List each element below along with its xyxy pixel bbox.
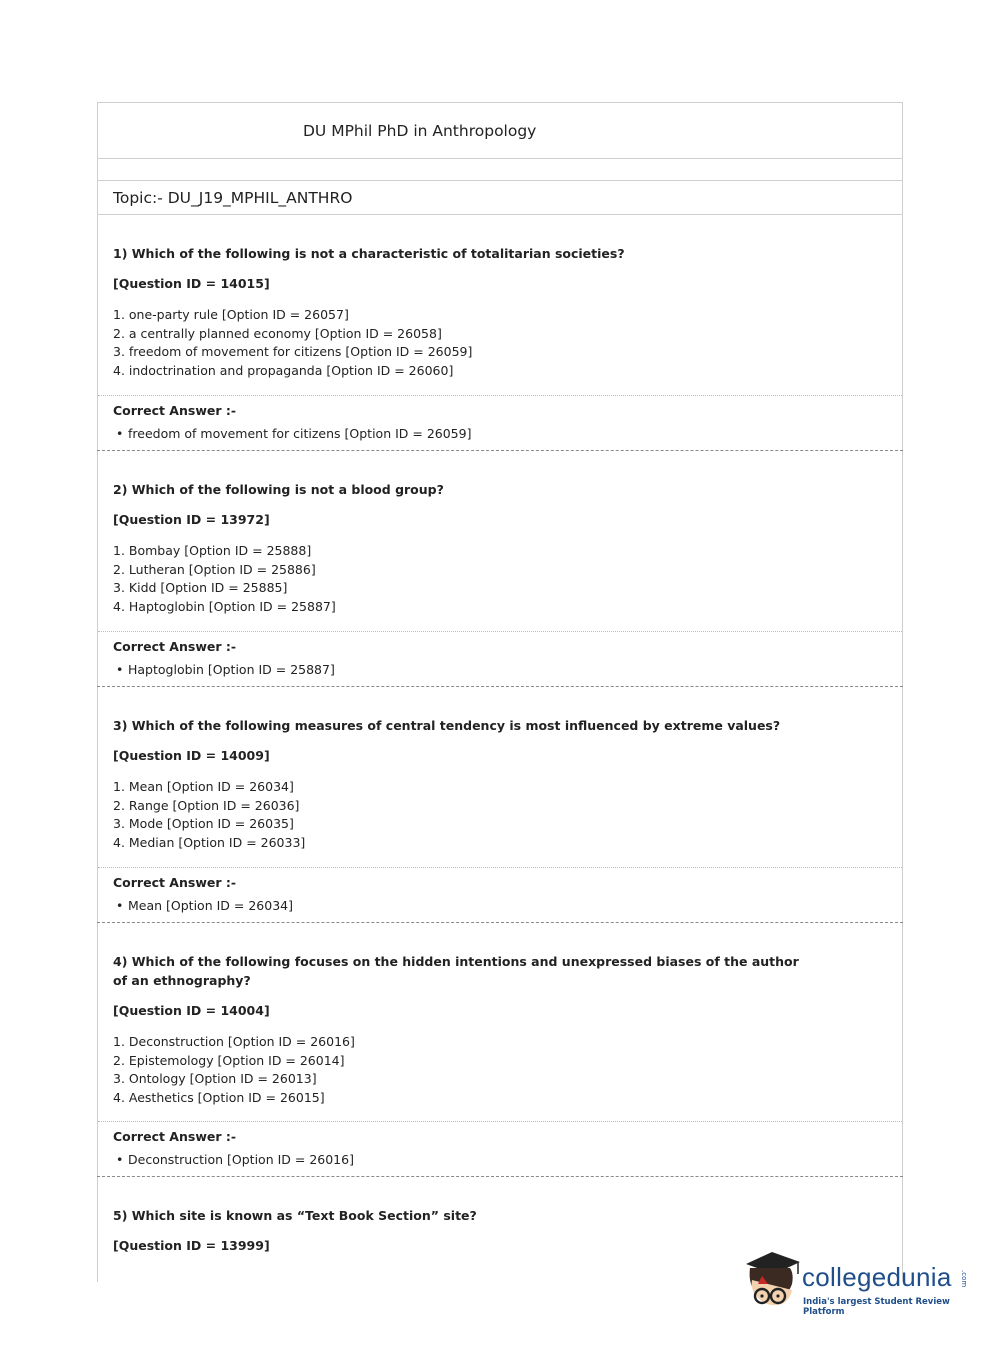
spacer-row — [98, 159, 902, 181]
answer-text: Haptoglobin [Option ID = 25887] — [128, 662, 335, 677]
topic-row — [98, 181, 902, 215]
option-item: 4. Median [Option ID = 26033] — [113, 834, 306, 850]
answer-label: Correct Answer :- — [113, 875, 237, 890]
answer-item — [113, 662, 887, 678]
answer-label: Correct Answer :- — [113, 403, 237, 418]
option-list — [113, 306, 887, 380]
answer-label: Correct Answer :- — [113, 639, 237, 654]
topic-label: Topic:- DU_J19_MPHIL_ANTHRO — [113, 188, 353, 207]
answer-box — [98, 1121, 902, 1168]
answer-item — [113, 426, 887, 442]
question-text: 3) Which of the following measures of central tendency is most influenced by extreme values? — [113, 718, 781, 733]
question-text: 1) Which of the following is not a characteristic of totalitarian societies? — [113, 246, 625, 261]
answer-item — [113, 1152, 887, 1168]
option-item: 3. Ontology [Option ID = 26013] — [113, 1071, 317, 1086]
question-text: 2) Which of the following is not a blood group? — [113, 482, 444, 497]
option-list — [113, 542, 887, 616]
question-id: [Question ID = 14009] — [113, 748, 270, 763]
question-block — [98, 923, 902, 1177]
question-id: [Question ID = 14004] — [113, 1003, 270, 1018]
bullet-icon: • — [116, 898, 124, 913]
question-text: 5) Which site is known as “Text Book Section” site? — [113, 1208, 477, 1223]
question-block — [98, 215, 902, 451]
option-list — [113, 1033, 887, 1107]
question-text: 4) Which of the following focuses on the hidden intentions and unexpressed biases of the author of an ethnography? — [113, 954, 799, 988]
logo-wordmark: collegedunia — [802, 1262, 952, 1292]
answer-label: Correct Answer :- — [113, 1129, 237, 1144]
question-id: [Question ID = 13999] — [113, 1238, 270, 1253]
question-block — [98, 687, 902, 923]
document-title: DU MPhil PhD in Anthropology — [303, 121, 537, 140]
answer-box — [98, 867, 902, 914]
collegedunia-logo — [742, 1250, 972, 1320]
option-item: 1. Deconstruction [Option ID = 26016] — [113, 1034, 355, 1049]
answer-text: Deconstruction [Option ID = 26016] — [128, 1152, 354, 1167]
answer-text: freedom of movement for citizens [Option ID = 26059] — [128, 426, 472, 441]
option-item: 3. Mode [Option ID = 26035] — [113, 816, 294, 831]
option-item: 4. Aesthetics [Option ID = 26015] — [113, 1089, 325, 1105]
option-item: 3. freedom of movement for citizens [Option ID = 26059] — [113, 344, 473, 359]
title-row — [98, 103, 902, 159]
question-paper-sheet — [97, 102, 903, 1282]
option-item: 4. indoctrination and propaganda [Option ID = 26060] — [113, 362, 454, 378]
option-item: 2. a centrally planned economy [Option ID = 26058] — [113, 325, 442, 341]
question-id: [Question ID = 13972] — [113, 512, 270, 527]
answer-box — [98, 395, 902, 442]
answer-box — [98, 631, 902, 678]
bullet-icon: • — [116, 662, 124, 677]
answer-text: Mean [Option ID = 26034] — [128, 898, 293, 913]
bullet-icon: • — [116, 426, 124, 441]
question-id: [Question ID = 14015] — [113, 276, 270, 291]
option-list — [113, 778, 887, 852]
option-item: 1. Mean [Option ID = 26034] — [113, 779, 294, 794]
bullet-icon: • — [116, 1152, 124, 1167]
option-item: 2. Epistemology [Option ID = 26014] — [113, 1052, 345, 1068]
option-item: 3. Kidd [Option ID = 25885] — [113, 580, 288, 595]
option-item: 4. Haptoglobin [Option ID = 25887] — [113, 598, 336, 614]
option-item: 1. one-party rule [Option ID = 26057] — [113, 307, 349, 322]
option-item: 1. Bombay [Option ID = 25888] — [113, 543, 312, 558]
logo-suffix: .com — [960, 1270, 968, 1288]
question-block — [98, 451, 902, 687]
option-item: 2. Range [Option ID = 26036] — [113, 797, 300, 813]
option-item: 2. Lutheran [Option ID = 25886] — [113, 561, 316, 577]
logo-tagline: India's largest Student Review Platform — [803, 1297, 950, 1317]
mascot-icon — [742, 1250, 804, 1318]
answer-item — [113, 898, 887, 914]
